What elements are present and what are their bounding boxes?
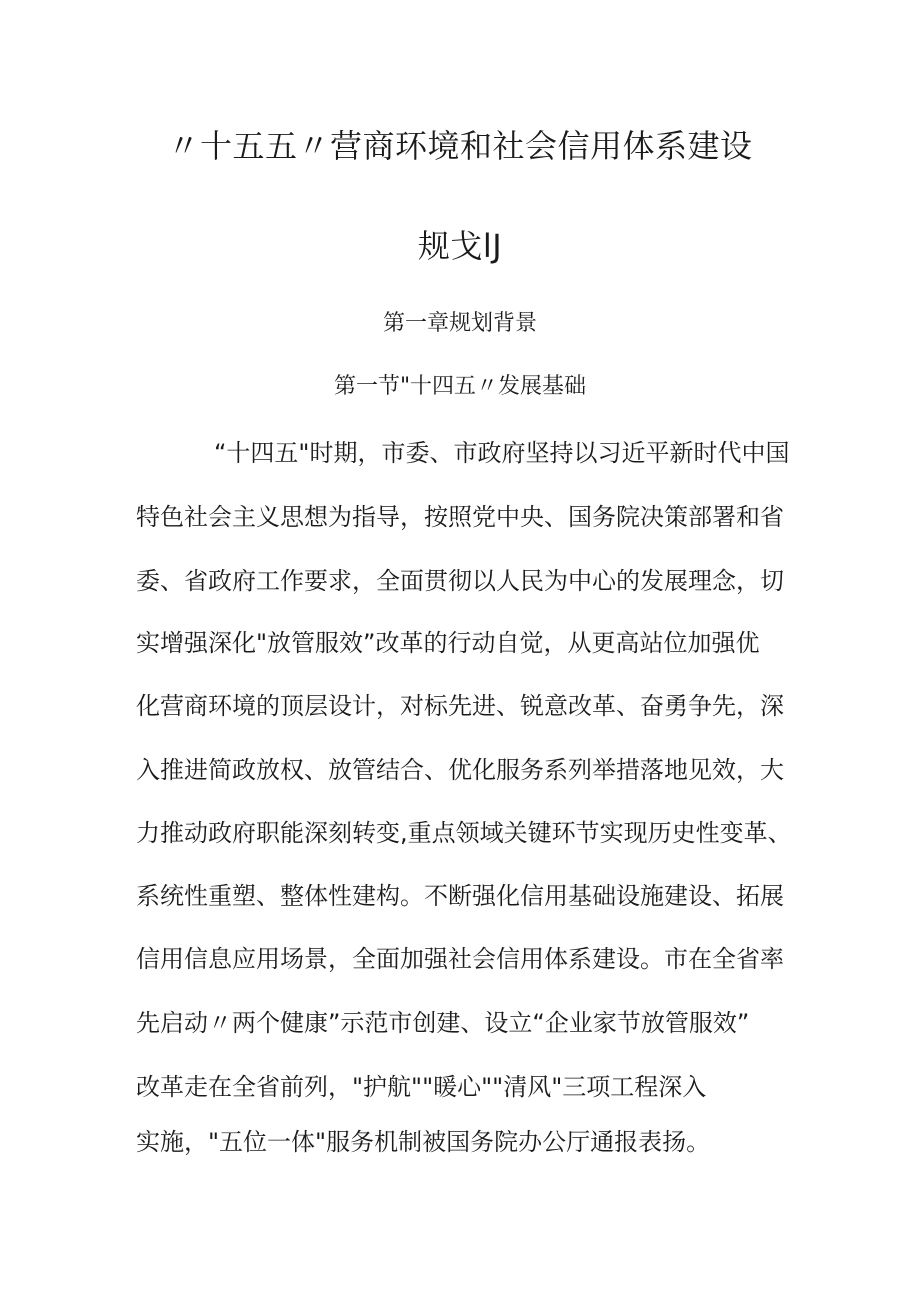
document-title-line-2: 规戈lJ — [417, 227, 503, 265]
paragraph-line: 化营商环境的顶层设计，对标先进、锐意改革、奋勇争先，深 — [136, 692, 784, 720]
chapter-heading: 第一章规划背景 — [382, 311, 537, 336]
paragraph-line: 先启动〃两个健康”示范市创建、设立“企业家节放管服效” — [136, 1009, 750, 1037]
paragraph-line: 信用信息应用场景，全面加强社会信用体系建设。市在全省率 — [136, 945, 784, 973]
document-title-line-1: 〃十五五〃营商环境和社会信用体系建设 — [167, 127, 753, 165]
paragraph-line: 实增强深化"放管服效”改革的行动自觉，从更高站位加强优 — [136, 629, 760, 657]
section-heading: 第一节"十四五〃发展基础 — [333, 374, 587, 399]
paragraph-line: 改革走在全省前列，"护航""暖心""清风"三项工程深入 — [136, 1073, 707, 1101]
paragraph-line: 入推进简政放权、放管结合、优化服务系列举措落地见效，大 — [136, 756, 784, 784]
paragraph-line: 委、省政府工作要求，全面贯彻以人民为中心的发展理念，切 — [136, 567, 784, 595]
paragraph-line: 力推动政府职能深刻转变,重点领域关键环节实现历史性变革、 — [136, 819, 792, 847]
paragraph-line: “十四五"时期，市委、市政府坚持以习近平新时代中国 — [214, 439, 790, 467]
paragraph-line: 特色社会主义思想为指导，按照党中央、国务院决策部署和省 — [136, 503, 784, 531]
paragraph-line: 系统性重塑、整体性建构。不断强化信用基础设施建设、拓展 — [136, 882, 784, 910]
paragraph-line: 实施，"五位一体"服务机制被国务院办公厅通报表扬。 — [136, 1128, 711, 1156]
